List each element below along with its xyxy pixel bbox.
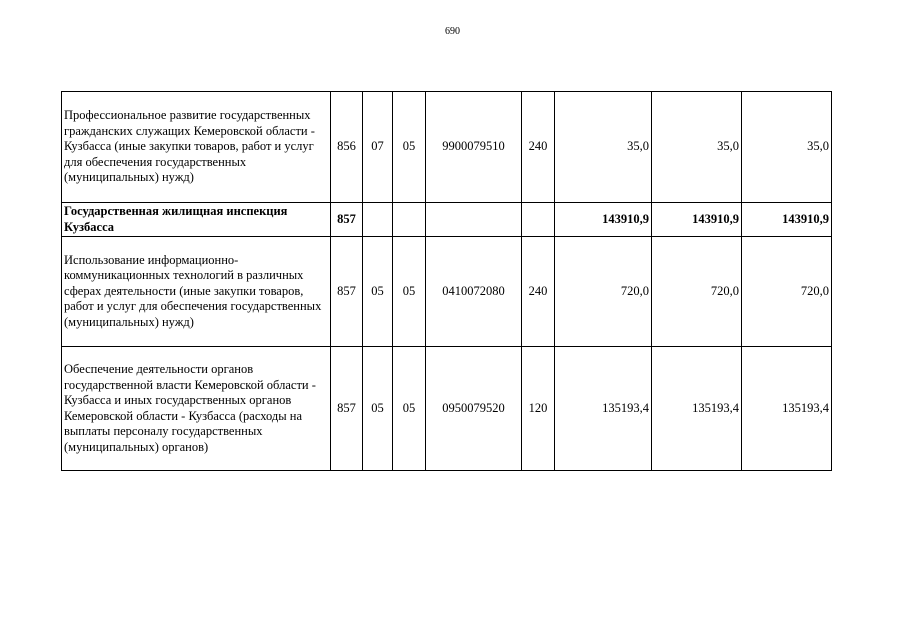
cell-ministry: 857	[331, 347, 363, 471]
budget-table	[61, 91, 832, 471]
cell-subsection: 05	[393, 347, 426, 471]
cell-name: Профессиональное развитие государственных гражданских служащих Кемеровской области - Кузбасса (иные закупки товаров, работ и услуг для обеспечения государственных (муниципальных) нужд)	[62, 92, 331, 203]
cell-expense-type: 240	[522, 92, 555, 203]
cell-amount-2: 135193,4	[652, 347, 742, 471]
cell-ministry: 857	[331, 203, 363, 237]
cell-name: Использование информационно-коммуникационных технологий в различных сферах деятельности (иные закупки товаров, работ и услуг для обеспечения государственных (муниципальных) нужд)	[62, 237, 331, 347]
cell-amount-3: 135193,4	[742, 347, 832, 471]
cell-name: Обеспечение деятельности органов государственной власти Кемеровской области - Кузбасса и иных государственных органов Кемеровской области - Кузбасса (расходы на выплаты персоналу государственных (муниципальных) органов)	[62, 347, 331, 471]
cell-amount-2: 35,0	[652, 92, 742, 203]
cell-amount-1: 135193,4	[555, 347, 652, 471]
cell-expense-type	[522, 203, 555, 237]
cell-amount-3: 35,0	[742, 92, 832, 203]
cell-name: Государственная жилищная инспекция Кузбасса	[62, 203, 331, 237]
cell-ministry: 856	[331, 92, 363, 203]
table-row	[62, 347, 832, 471]
cell-expense-type: 240	[522, 237, 555, 347]
cell-target: 0410072080	[426, 237, 522, 347]
cell-section: 05	[363, 237, 393, 347]
page-number: 690	[445, 26, 460, 37]
cell-target: 0950079520	[426, 347, 522, 471]
cell-subsection: 05	[393, 92, 426, 203]
cell-section	[363, 203, 393, 237]
cell-target: 9900079510	[426, 92, 522, 203]
cell-expense-type: 120	[522, 347, 555, 471]
table-row	[62, 203, 832, 237]
cell-amount-3: 143910,9	[742, 203, 832, 237]
table-row	[62, 92, 832, 203]
cell-subsection: 05	[393, 237, 426, 347]
cell-amount-1: 720,0	[555, 237, 652, 347]
cell-amount-1: 35,0	[555, 92, 652, 203]
cell-amount-2: 720,0	[652, 237, 742, 347]
cell-amount-2: 143910,9	[652, 203, 742, 237]
cell-amount-1: 143910,9	[555, 203, 652, 237]
cell-section: 07	[363, 92, 393, 203]
cell-section: 05	[363, 347, 393, 471]
table-row	[62, 237, 832, 347]
cell-ministry: 857	[331, 237, 363, 347]
cell-subsection	[393, 203, 426, 237]
cell-target	[426, 203, 522, 237]
cell-amount-3: 720,0	[742, 237, 832, 347]
